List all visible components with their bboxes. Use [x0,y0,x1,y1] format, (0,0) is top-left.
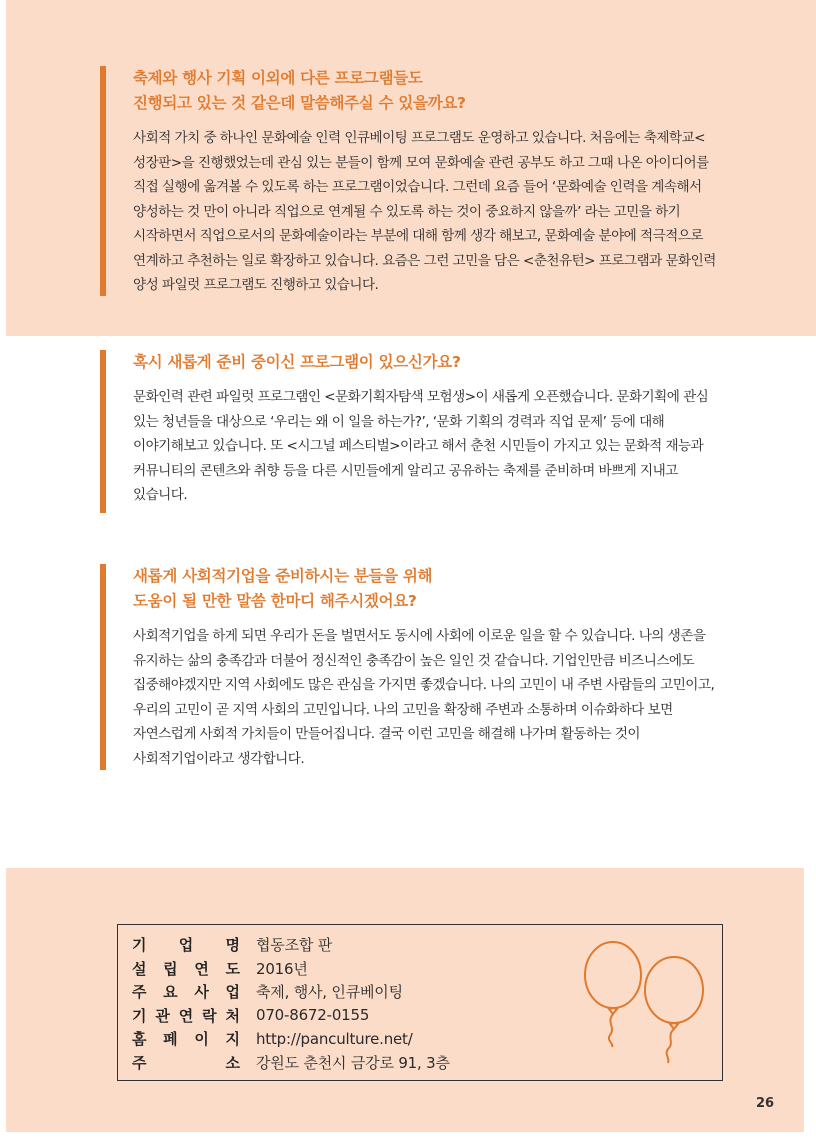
info-label-char: 소 [225,1053,240,1072]
answer-line: 사회적기업을 하게 되면 우리가 돈을 벌면서도 동시에 사회에 이로운 일을 할 수 있습니다. 나의 생존을 [133,628,706,644]
answer-text [133,126,740,298]
info-label-char: 페 [163,1030,178,1049]
info-value: 강원도 춘천시 금강로 91, 3층 [256,1053,450,1072]
company-info-list [132,933,450,1074]
info-label-char: 관 [155,1006,170,1025]
info-value[interactable]: http://panculture.net/ [256,1029,413,1048]
info-label-char: 업 [178,936,194,955]
info-label-char: 립 [163,959,178,978]
info-label [132,1005,240,1026]
info-label-char: 사 [194,983,209,1002]
info-label-char: 처 [225,1006,240,1025]
answer-line: 성장판>을 진행했었는데 관심 있는 분들이 함께 모여 문화예술 관련 공부도 하고 그때 나온 아이디어를 [133,154,709,171]
qa-section-2 [100,350,740,513]
answer-text [133,385,740,508]
question-line: 혹시 새롭게 준비 중이신 프로그램이 있으신가요? [133,353,461,371]
info-label-char: 명 [225,936,240,955]
info-label-char: 연 [194,959,209,978]
answer-line: 사회적기업이라고 생각합니다. [133,750,305,767]
accent-bar [100,350,106,513]
answer-line: 유지하는 삶의 충족감과 더불어 정신적인 충족감이 높은 일인 것 같습니다. 기업인만큼 비즈니스에도 [133,652,695,669]
question-heading [133,564,740,614]
answer-line: 양성 파일럿 프로그램도 진행하고 있습니다. [133,277,379,293]
page-number: 26 [756,1096,775,1111]
answer-line: 사회적 가치 중 하나인 문화예술 인력 인큐베이팅 프로그램도 운영하고 있습니다. 처음에는 축제학교< [133,130,705,146]
balloons-icon [580,935,712,1065]
info-label [132,981,240,1002]
answer-line: 커뮤니티의 콘텐츠와 취향 등을 다른 시민들에게 알리고 공유하는 축제를 준비하며 바쁘게 지내고 [133,462,678,479]
answer-line: 자연스럽게 사회적 가치들이 만들어집니다. 결국 이런 고민을 해결해 나가며 활동하는 것이 [133,726,640,742]
info-label [132,1052,240,1073]
info-label-char: 요 [163,983,178,1002]
answer-line: 집중해야겠지만 지역 사회에도 많은 관심을 가지면 좋겠습니다. 나의 고민이 내 주변 사람들의 고민이고, [133,677,715,693]
info-label-char: 락 [202,1006,217,1025]
question-line: 진행되고 있는 것 같은데 말씀해주실 수 있을까요? [133,94,466,112]
info-row-company-name [132,933,450,957]
info-label-char: 지 [225,1030,240,1049]
answer-line: 연계하고 추천하는 일로 확장하고 있습니다. 요즘은 그런 고민을 담은 <춘천유턴> 프로그램과 문화인력 [133,252,716,269]
answer-line: 양성하는 것 만이 아니라 직업으로 연계될 수 있도록 하는 것이 중요하지 않을까’ 라는 고민을 하기 [133,203,681,220]
info-label-char: 도 [225,959,240,978]
info-value: 축제, 행사, 인큐베이팅 [256,983,403,1002]
info-value: 070-8672-0155 [256,1006,370,1025]
info-label [132,1028,240,1049]
info-value: 협동조합 판 [256,936,333,955]
answer-line: 있는 청년들을 대상으로 ‘우리는 왜 이 일을 하는가?’, ‘문화 기획의 경력과 직업 문제’ 등에 대해 [133,413,665,430]
info-row-contact [132,1004,450,1028]
info-label-char: 기 [132,1006,147,1025]
question-heading [133,350,740,375]
question-line: 축제와 행사 기획 이외에 다른 프로그램들도 [133,69,423,87]
info-label-char: 이 [194,1030,209,1049]
answer-line: 직접 실행에 옮겨볼 수 있도록 하는 프로그램이었습니다. 그런데 요즘 들어 ‘문화예술 인력을 계속해서 [133,179,702,195]
answer-text [133,624,740,771]
question-line: 새롭게 사회적기업을 준비하시는 분들을 위해 [133,567,433,585]
info-row-address [132,1051,450,1075]
answer-line: 우리의 고민이 곧 지역 사회의 고민입니다. 나의 고민을 확장해 주변과 소통하며 이슈화하다 보면 [133,701,673,718]
question-line: 도움이 될 만한 말씀 한마디 해주시겠어요? [133,592,417,610]
qa-section-3 [100,564,740,770]
info-row-business [132,980,450,1004]
info-label-char: 홈 [132,1030,147,1049]
company-info-box [117,924,723,1081]
info-label-char: 기 [132,936,147,955]
info-row-homepage [132,1027,450,1051]
info-label-char: 설 [132,959,147,978]
accent-bar [100,564,106,770]
info-value: 2016년 [256,959,308,978]
info-label [132,934,240,955]
answer-line: 문화인력 관련 파일럿 프로그램인 <문화기획자탐색 모험생>이 새롭게 오픈했습니다. 문화기획에 관심 [133,389,709,405]
answer-line: 이야기해보고 있습니다. 또 <시그널 페스티벌>이라고 해서 춘천 시민들이 가지고 있는 문화적 재능과 [133,438,704,454]
info-label-char: 연 [178,1006,194,1025]
answer-line: 시작하면서 직업으로서의 문화예술이라는 부분에 대해 함께 생각 해보고, 문화예술 분야에 적극적으로 [133,228,703,244]
answer-line: 있습니다. [133,487,188,503]
question-heading [133,66,740,116]
info-row-founded [132,957,450,981]
info-label [132,958,240,979]
info-label-char: 업 [225,983,240,1002]
accent-bar [100,66,106,296]
info-label-char: 주 [132,983,147,1002]
info-label-char: 주 [132,1053,147,1072]
qa-section-1 [100,66,740,296]
